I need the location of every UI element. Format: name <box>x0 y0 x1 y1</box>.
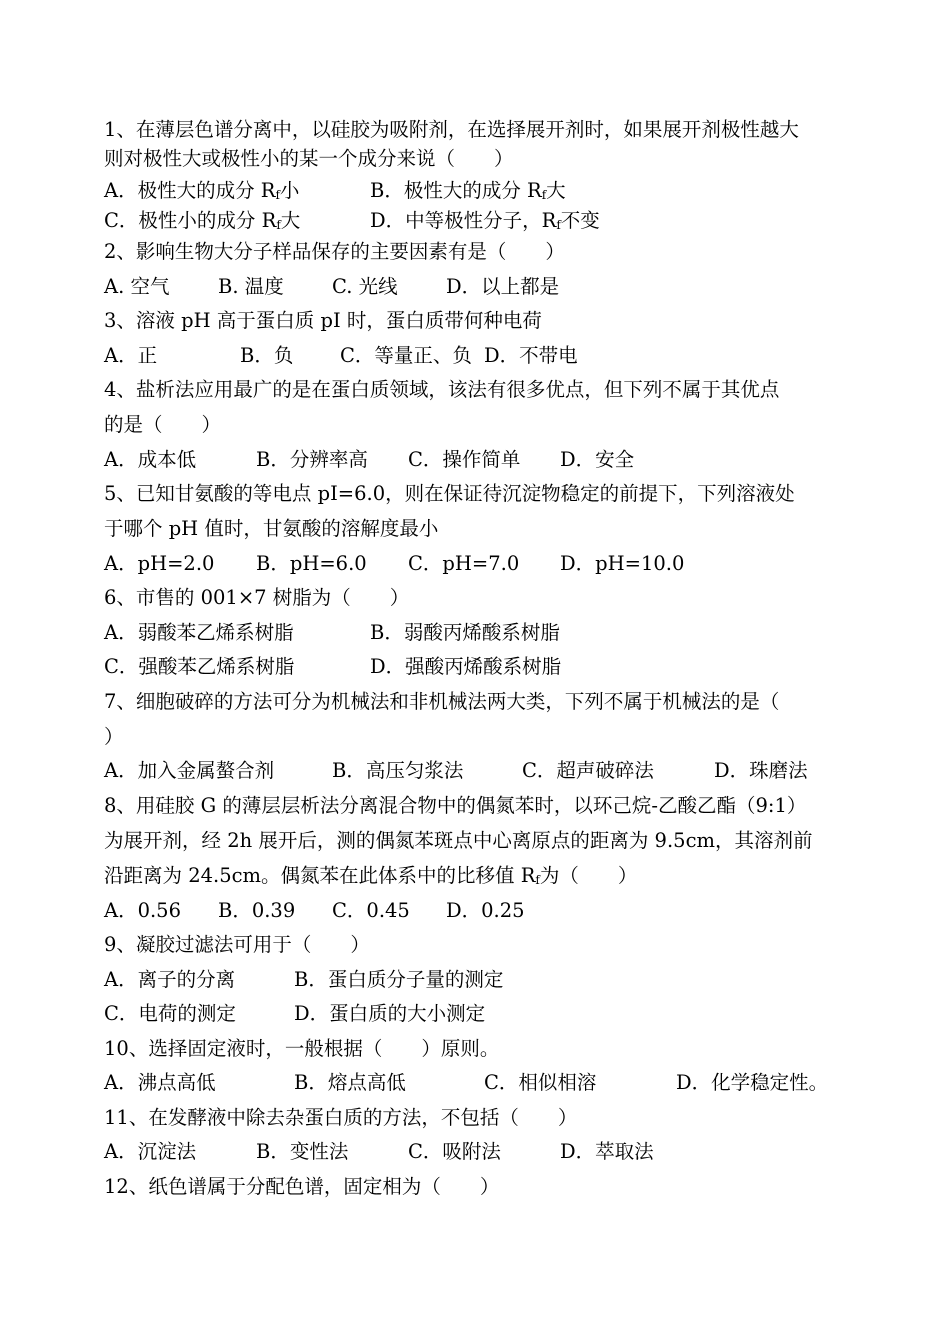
question-1-options-row-1 <box>104 179 864 203</box>
option-b: B．分辨率高 <box>256 448 368 471</box>
option-d: D．0.25 <box>446 899 525 922</box>
question-6-stem: 6、市售的 001×7 树脂为（ ） <box>104 586 410 609</box>
option-b: B．0.39 <box>218 899 296 922</box>
question-2-options <box>104 275 864 299</box>
option-b: B. 温度 <box>218 275 284 298</box>
question-4-stem-line-1: 4、盐析法应用最广的是在蛋白质领域，该法有很多优点，但下列不属于其优点 <box>104 378 780 401</box>
option-d: D．安全 <box>560 448 635 471</box>
question-1-stem-line-1: 1、在薄层色谱分离中，以硅胶为吸附剂，在选择展开剂时，如果展开剂极性越大 <box>104 118 799 141</box>
option-a: A．极性大的成分 $R_f$小 <box>104 179 300 202</box>
option-b: B．熔点高低 <box>294 1071 406 1094</box>
question-9-stem: 9、凝胶过滤法可用于（ ） <box>104 933 370 956</box>
question-5-stem-line-2: 于哪个 pH 值时，甘氨酸的溶解度最小 <box>104 517 439 540</box>
option-b: B．变性法 <box>256 1140 349 1163</box>
question-11-stem: 11、在发酵液中除去杂蛋白质的方法，不包括（ ） <box>104 1106 578 1129</box>
question-8-options <box>104 899 864 923</box>
option-a: A．沸点高低 <box>104 1071 216 1094</box>
option-d: D．萃取法 <box>560 1140 654 1163</box>
question-12-stem: 12、纸色谱属于分配色谱，固定相为（ ） <box>104 1175 500 1198</box>
question-3-options <box>104 344 864 368</box>
option-a: A．成本低 <box>104 448 197 471</box>
question-6-options-row-1 <box>104 621 864 645</box>
question-7-stem-line-1: 7、细胞破碎的方法可分为机械法和非机械法两大类，下列不属于机械法的是（ <box>104 690 780 713</box>
option-d: D．化学稳定性。 <box>676 1071 829 1094</box>
option-c: C．电荷的测定 <box>104 1002 236 1025</box>
option-c: C．pH=7.0 <box>408 552 520 575</box>
question-5-stem-line-1: 5、已知甘氨酸的等电点 pI=6.0，则在保证待沉淀物稳定的前提下，下列溶液处 <box>104 482 795 505</box>
option-a: A. 空气 <box>104 275 170 298</box>
question-8-stem-line-3: 沿距离为 24.5cm。偶氮苯在此体系中的比移值 $R_f$为（ ） <box>104 864 638 887</box>
option-c: C．0.45 <box>332 899 410 922</box>
option-d: D．中等极性分子，$R_f$不变 <box>370 209 600 232</box>
question-1-stem-line-2: 则对极性大或极性小的某一个成分来说（ ） <box>104 147 514 170</box>
question-10-options <box>104 1071 864 1095</box>
option-d: D．蛋白质的大小测定 <box>294 1002 486 1025</box>
option-c: C．等量正、负 <box>340 344 472 367</box>
question-6-options-row-2 <box>104 655 864 679</box>
option-c: C．相似相溶 <box>484 1071 597 1094</box>
question-9-options-row-2 <box>104 1002 864 1026</box>
question-7-options <box>104 759 864 783</box>
option-c: C．操作简单 <box>408 448 521 471</box>
option-b: B．pH=6.0 <box>256 552 367 575</box>
option-c: C．极性小的成分 $R_f$大 <box>104 209 301 232</box>
question-11-options <box>104 1140 864 1164</box>
option-c: C. 光线 <box>332 275 398 298</box>
question-5-options <box>104 552 864 576</box>
option-d: D．珠磨法 <box>714 759 808 782</box>
question-1-options-row-2 <box>104 209 864 233</box>
option-b: B．弱酸丙烯酸系树脂 <box>370 621 560 644</box>
question-10-stem: 10、选择固定液时，一般根据（ ）原则。 <box>104 1037 500 1060</box>
option-a: A．0.56 <box>104 899 182 922</box>
option-c: C．超声破碎法 <box>522 759 654 782</box>
question-8-stem-line-1: 8、用硅胶 G 的薄层层析法分离混合物中的偶氮苯时，以环己烷-乙酸乙酯（9:1） <box>104 794 807 817</box>
option-d: D．不带电 <box>484 344 578 367</box>
question-4-options <box>104 448 864 472</box>
question-2-stem: 2、影响生物大分子样品保存的主要因素有是（ ） <box>104 240 565 263</box>
question-9-options-row-1 <box>104 968 864 992</box>
option-b: B．高压匀浆法 <box>332 759 464 782</box>
option-a: A．加入金属螯合剂 <box>104 759 275 782</box>
option-b: B．负 <box>240 344 294 367</box>
option-a: A．pH=2.0 <box>104 552 215 575</box>
option-a: A．正 <box>104 344 158 367</box>
question-7-stem-line-2: ） <box>104 725 124 748</box>
option-a: A．沉淀法 <box>104 1140 197 1163</box>
option-a: A．离子的分离 <box>104 968 236 991</box>
option-d: D．pH=10.0 <box>560 552 685 575</box>
option-b: B．蛋白质分子量的测定 <box>294 968 504 991</box>
question-8-stem-line-2: 为展开剂，经 2h 展开后，测的偶氮苯斑点中心离原点的距离为 9.5cm，其溶剂前 <box>104 829 813 852</box>
question-4-stem-line-2: 的是（ ） <box>104 413 222 436</box>
option-c: C．吸附法 <box>408 1140 501 1163</box>
option-a: A．弱酸苯乙烯系树脂 <box>104 621 294 644</box>
question-3-stem: 3、溶液 pH 高于蛋白质 pI 时，蛋白质带何种电荷 <box>104 309 542 332</box>
option-d: D．强酸丙烯酸系树脂 <box>370 655 562 678</box>
option-b: B．极性大的成分 $R_f$大 <box>370 179 566 202</box>
option-d: D．以上都是 <box>446 275 560 298</box>
option-c: C．强酸苯乙烯系树脂 <box>104 655 295 678</box>
